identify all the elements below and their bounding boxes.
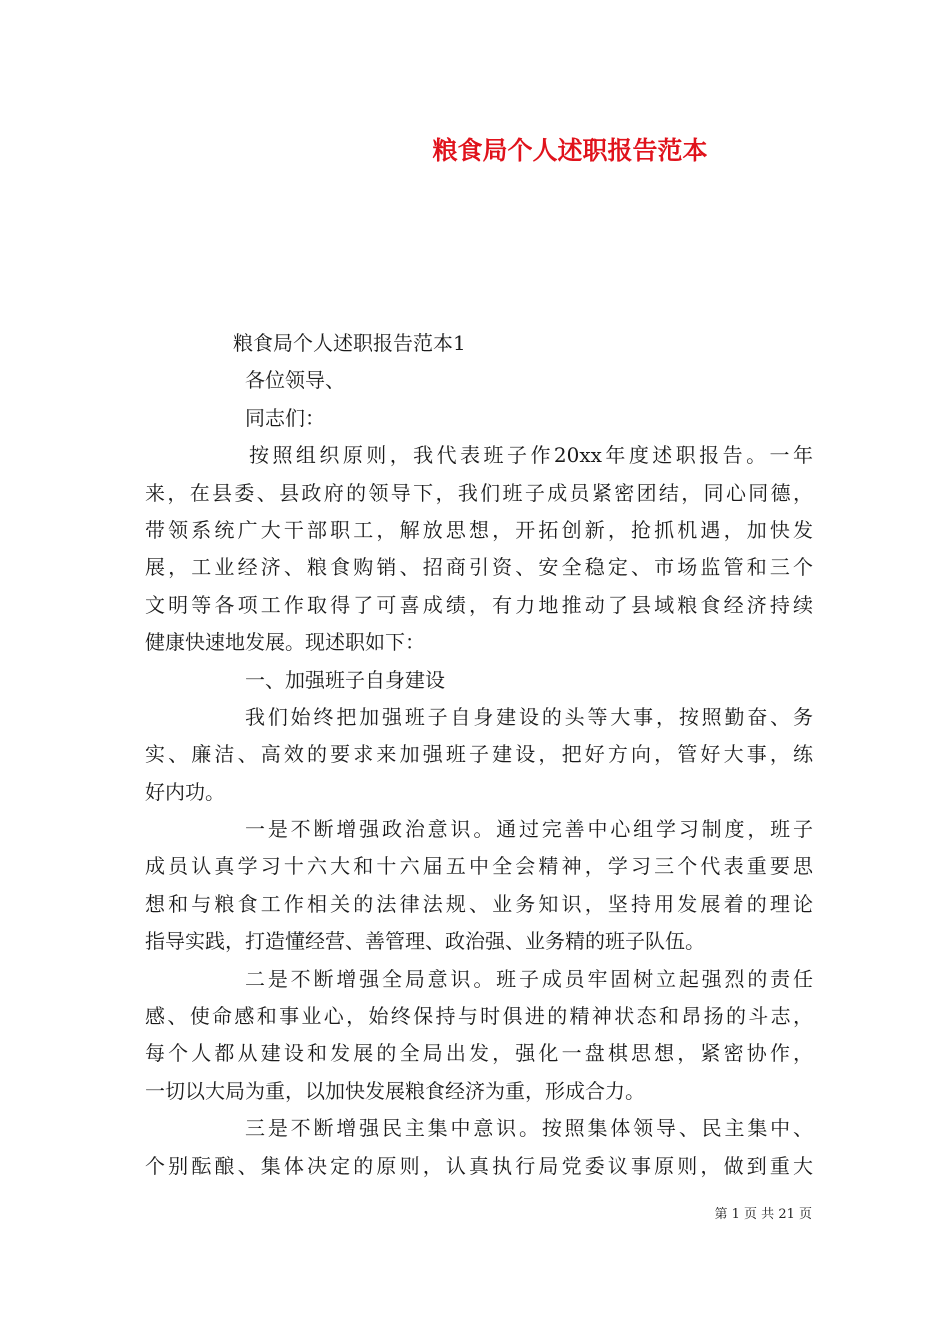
subtitle: 粮食局个人述职报告范本1 bbox=[233, 331, 466, 355]
paragraph-overall-awareness bbox=[145, 961, 813, 1111]
paragraph-line: 想和与粮食工作相关的法律法规、业务知识，坚持用发展着的理论 bbox=[145, 891, 813, 916]
paragraph-political-awareness bbox=[145, 811, 813, 961]
paragraph-line: 个别酝酿、集体决定的原则，认真执行局党委议事原则，做到重大 bbox=[145, 1153, 813, 1178]
paragraph-line: 健康快速地发展。现述职如下： bbox=[145, 630, 425, 655]
paragraph-line: 我们始终把加强班子自身建设的头等大事，按照勤奋、务 bbox=[245, 704, 813, 729]
paragraph-intro bbox=[145, 437, 813, 661]
document-title: 粮食局个人述职报告范本 bbox=[432, 136, 708, 165]
salutation-leaders: 各位领导、 bbox=[245, 368, 345, 393]
paragraph-line: 感、使命感和事业心，始终保持与时俱进的精神状态和昂扬的斗志， bbox=[145, 1004, 813, 1029]
page-number: 第 1 页 共 21 页 bbox=[714, 1207, 812, 1222]
section-heading: 一、加强班子自身建设 bbox=[245, 667, 445, 692]
paragraph-line: 文明等各项工作取得了可喜成绩，有力地推动了县域粮食经济持续 bbox=[145, 592, 813, 617]
paragraph-line: 一切以大局为重，以加快发展粮食经济为重，形成合力。 bbox=[145, 1078, 645, 1103]
paragraph-line: 来，在县委、县政府的领导下，我们班子成员紧密团结，同心同德， bbox=[145, 480, 813, 505]
paragraph-line: 一是不断增强政治意识。通过完善中心组学习制度，班子 bbox=[245, 817, 813, 842]
paragraph-line: 好内功。 bbox=[145, 779, 225, 804]
paragraph-line: 实、廉洁、高效的要求来加强班子建设，把好方向，管好大事，练 bbox=[145, 742, 813, 767]
paragraph-line: 带领系统广大干部职工，解放思想，开拓创新，抢抓机遇，加快发 bbox=[145, 517, 813, 542]
paragraph-line: 每个人都从建设和发展的全局出发，强化一盘棋思想，紧密协作， bbox=[145, 1041, 813, 1066]
paragraph-line: 三是不断增强民主集中意识。按照集体领导、民主集中、 bbox=[245, 1116, 813, 1141]
paragraph-line: 成员认真学习十六大和十六届五中全会精神，学习三个代表重要思 bbox=[145, 854, 813, 879]
salutation-comrades: 同志们： bbox=[245, 405, 325, 430]
paragraph-democratic-centralism bbox=[145, 1110, 813, 1185]
paragraph-line: 按照组织原则，我代表班子作20xx年度述职报告。一年 bbox=[249, 443, 813, 468]
paragraph-line: 二是不断增强全局意识。班子成员牢固树立起强烈的责任 bbox=[245, 966, 813, 991]
paragraph-line: 展，工业经济、粮食购销、招商引资、安全稳定、市场监管和三个 bbox=[145, 555, 813, 580]
document-body bbox=[145, 325, 813, 1185]
paragraph-line: 指导实践，打造懂经营、善管理、政治强、业务精的班子队伍。 bbox=[145, 929, 705, 954]
paragraph-team-building bbox=[145, 699, 813, 811]
